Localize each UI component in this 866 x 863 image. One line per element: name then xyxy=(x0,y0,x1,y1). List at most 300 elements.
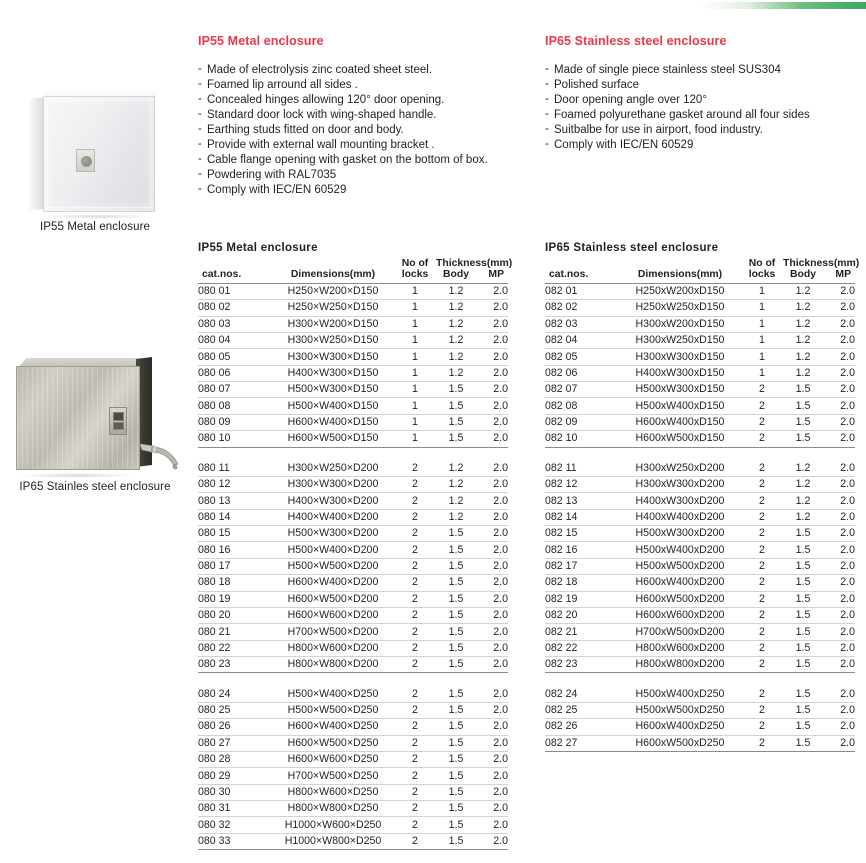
table-row xyxy=(198,476,508,492)
table-cell: H600×W600×D250 xyxy=(272,751,394,767)
table-cell: 2 xyxy=(741,657,783,673)
table-cell: 1 xyxy=(394,431,436,447)
table-cell: 2.0 xyxy=(476,283,508,299)
table-cell: 1.5 xyxy=(436,591,476,607)
table-cell: 2.0 xyxy=(476,784,508,800)
table-cell: 1.5 xyxy=(436,575,476,591)
table-cell: 1.5 xyxy=(783,414,823,430)
table-cell: 2 xyxy=(741,398,783,414)
table-block-spacer-cell xyxy=(545,447,855,461)
table-cell: 2 xyxy=(741,542,783,558)
description-block-ip65 xyxy=(545,34,865,154)
table-cell: 1.5 xyxy=(783,657,823,673)
table-row xyxy=(198,493,508,509)
table-cell: 080 01 xyxy=(198,283,272,299)
table-cell: 2.0 xyxy=(823,607,855,623)
enclosure-front-door xyxy=(43,96,155,212)
table-cell: 2 xyxy=(741,493,783,509)
table-cell: 1.5 xyxy=(436,542,476,558)
table-cell: H500×W400×D150 xyxy=(272,398,394,414)
table-row xyxy=(545,349,855,365)
table-cell: 2.0 xyxy=(476,640,508,656)
table-cell: 2 xyxy=(394,526,436,542)
table-cell: 080 25 xyxy=(198,702,272,718)
table-cell: 2.0 xyxy=(823,509,855,525)
table-row xyxy=(545,398,855,414)
table-row xyxy=(198,431,508,447)
table-cell: 082 24 xyxy=(545,686,619,702)
table-row xyxy=(545,283,855,299)
table-cell: 1.5 xyxy=(783,526,823,542)
table-cell: 2 xyxy=(394,624,436,640)
table-cell: H600xW400xD250 xyxy=(619,719,741,735)
table-cell: 2.0 xyxy=(823,349,855,365)
table-cell: H600xW500xD250 xyxy=(619,735,741,751)
table-cell: 2.0 xyxy=(476,526,508,542)
table-cell: H500xW500xD250 xyxy=(619,702,741,718)
spec-table-block-ip65 xyxy=(545,242,860,752)
table-cell: 2.0 xyxy=(823,542,855,558)
table-cell: 2.0 xyxy=(476,414,508,430)
header-thickness: Thickness(mm) xyxy=(783,258,860,269)
table-cell: 1.2 xyxy=(436,493,476,509)
table-cell: 1.5 xyxy=(436,607,476,623)
table-cell: 080 05 xyxy=(198,349,272,365)
table-row xyxy=(198,349,508,365)
table-cell: 080 22 xyxy=(198,640,272,656)
table-cell: H800×W800×D250 xyxy=(272,801,394,817)
table-block-spacer-cell xyxy=(198,673,508,687)
spec-table-block-ip55 xyxy=(198,242,513,850)
table-cell: 1.5 xyxy=(436,817,476,833)
table-cell: 2 xyxy=(741,509,783,525)
table-cell: 1.5 xyxy=(783,607,823,623)
table-cell: H300xW300xD150 xyxy=(619,349,741,365)
table-row xyxy=(198,702,508,718)
table-cell: 1.5 xyxy=(436,657,476,673)
spec-table-header xyxy=(545,258,860,283)
table-cell: 1.5 xyxy=(783,640,823,656)
product-image-column xyxy=(0,0,190,863)
table-cell: 082 18 xyxy=(545,575,619,591)
table-row xyxy=(198,542,508,558)
table-cell: H700xW500xD200 xyxy=(619,624,741,640)
header-no-of-locks-line1: No of xyxy=(748,258,776,269)
table-cell: 080 16 xyxy=(198,542,272,558)
ip55-metal-enclosure-image xyxy=(29,88,161,216)
table-row xyxy=(545,316,855,332)
table-cell: 1.5 xyxy=(783,575,823,591)
lock-keyhole-icon xyxy=(81,156,92,167)
table-block-spacer xyxy=(198,673,508,687)
table-cell: 1.2 xyxy=(436,332,476,348)
table-cell: 2.0 xyxy=(476,431,508,447)
table-cell: 1.2 xyxy=(436,300,476,316)
table-cell: 1.2 xyxy=(783,476,823,492)
bullet-item: - Suitbalbe for use in airport, food industry. xyxy=(545,124,865,138)
table-cell: 080 24 xyxy=(198,686,272,702)
table-cell: 082 23 xyxy=(545,657,619,673)
table-row xyxy=(545,607,855,623)
table-cell: 2.0 xyxy=(823,526,855,542)
header-no-of-locks-line1: No of xyxy=(401,258,429,269)
table-cell: 080 19 xyxy=(198,591,272,607)
table-cell: 082 01 xyxy=(545,283,619,299)
table-cell: 1.2 xyxy=(436,316,476,332)
table-cell: 1.5 xyxy=(436,414,476,430)
table-cell: H700×W500×D200 xyxy=(272,624,394,640)
table-cell: 082 21 xyxy=(545,624,619,640)
table-row xyxy=(545,476,855,492)
table-cell: 2.0 xyxy=(476,461,508,477)
table-cell: 080 04 xyxy=(198,332,272,348)
table-cell: 2 xyxy=(741,414,783,430)
table-row xyxy=(545,735,855,751)
header-spacer xyxy=(619,258,741,269)
table-row xyxy=(198,735,508,751)
table-cell: 2 xyxy=(741,431,783,447)
table-cell: H400xW300xD150 xyxy=(619,365,741,381)
table-cell: 2 xyxy=(741,575,783,591)
table-cell: 2.0 xyxy=(823,575,855,591)
header-spacer xyxy=(198,258,272,269)
table-row xyxy=(545,509,855,525)
table-cell: H300×W250×D150 xyxy=(272,332,394,348)
description-block-ip55 xyxy=(198,34,528,199)
table-cell: 080 20 xyxy=(198,607,272,623)
table-cell: 2.0 xyxy=(476,768,508,784)
bullet-item: - Concealed hinges allowing 120° door opening. xyxy=(198,94,528,108)
table-cell: 2.0 xyxy=(823,316,855,332)
table-cell: 1.5 xyxy=(783,398,823,414)
description-bullet-list-ip65 xyxy=(545,64,865,153)
table-cell: 2 xyxy=(741,686,783,702)
table-cell: H400xW300xD200 xyxy=(619,493,741,509)
bullet-item: - Made of electrolysis zinc coated sheet steel. xyxy=(198,64,528,78)
header-cat-nos: cat.nos. xyxy=(545,269,619,283)
table-cell: 2 xyxy=(394,686,436,702)
table-cell: 2.0 xyxy=(823,398,855,414)
table-cell: 2 xyxy=(394,657,436,673)
table-cell: 1.5 xyxy=(436,833,476,849)
table-cell: H300xW300xD200 xyxy=(619,476,741,492)
table-cell: 2.0 xyxy=(476,300,508,316)
table-cell: 080 15 xyxy=(198,526,272,542)
table-cell: 082 25 xyxy=(545,702,619,718)
table-cell: 1.2 xyxy=(436,509,476,525)
table-cell: 2.0 xyxy=(823,686,855,702)
header-row-top xyxy=(545,258,855,269)
table-cell: 080 21 xyxy=(198,624,272,640)
table-cell: 1.5 xyxy=(783,702,823,718)
table-block-spacer-cell xyxy=(198,447,508,461)
table-cell: 1.5 xyxy=(436,719,476,735)
table-cell: 2.0 xyxy=(823,493,855,509)
table-cell: H600×W600×D200 xyxy=(272,607,394,623)
table-row xyxy=(198,640,508,656)
table-cell: H300×W250×D200 xyxy=(272,461,394,477)
table-cell: 080 10 xyxy=(198,431,272,447)
table-cell: 1.5 xyxy=(436,784,476,800)
table-cell: 1 xyxy=(394,414,436,430)
table-cell: 2.0 xyxy=(823,558,855,574)
table-row xyxy=(545,414,855,430)
table-cell: 080 33 xyxy=(198,833,272,849)
table-cell: 2 xyxy=(394,751,436,767)
table-cell: H600xW600xD200 xyxy=(619,607,741,623)
table-cell: 2.0 xyxy=(823,365,855,381)
table-cell: H500xW300xD200 xyxy=(619,526,741,542)
table-cell: 2.0 xyxy=(823,431,855,447)
table-row xyxy=(198,382,508,398)
table-cell: 2.0 xyxy=(476,493,508,509)
table-cell: H500xW500xD200 xyxy=(619,558,741,574)
bullet-item: - Comply with IEC/EN 60529 xyxy=(198,184,528,198)
table-row xyxy=(545,591,855,607)
table-row xyxy=(545,719,855,735)
description-bullet-list-ip55 xyxy=(198,64,528,197)
header-body: Body xyxy=(436,269,476,283)
table-cell: 1.5 xyxy=(436,624,476,640)
header-thickness: Thickness(mm) xyxy=(436,258,513,269)
table-row xyxy=(198,300,508,316)
table-cell: 080 29 xyxy=(198,768,272,784)
table-row xyxy=(198,833,508,849)
table-cell: 1 xyxy=(741,316,783,332)
table-cell: 2 xyxy=(394,640,436,656)
table-row xyxy=(198,817,508,833)
table-cell: 080 23 xyxy=(198,657,272,673)
table-row xyxy=(545,686,855,702)
table-cell: 1.5 xyxy=(436,768,476,784)
table-cell: 082 13 xyxy=(545,493,619,509)
table-cell: 2.0 xyxy=(823,414,855,430)
header-mp: MP xyxy=(823,269,855,283)
table-cell: 2.0 xyxy=(476,607,508,623)
table-cell: H400xW400xD200 xyxy=(619,509,741,525)
table-cell: 082 02 xyxy=(545,300,619,316)
table-cell: H800×W800×D200 xyxy=(272,657,394,673)
table-row xyxy=(198,719,508,735)
table-cell: 1.2 xyxy=(783,283,823,299)
table-cell: H400×W400×D200 xyxy=(272,509,394,525)
table-cell: H500×W500×D200 xyxy=(272,558,394,574)
table-row xyxy=(545,332,855,348)
table-cell: 080 14 xyxy=(198,509,272,525)
table-row xyxy=(545,300,855,316)
table-cell: 082 04 xyxy=(545,332,619,348)
table-cell: 2.0 xyxy=(823,476,855,492)
table-row xyxy=(198,316,508,332)
table-cell: 2 xyxy=(741,591,783,607)
table-cell: 080 11 xyxy=(198,461,272,477)
table-cell: 1.5 xyxy=(436,640,476,656)
table-cell: 2 xyxy=(741,719,783,735)
table-cell: H500×W400×D250 xyxy=(272,686,394,702)
drop-shadow xyxy=(18,473,138,478)
table-cell: 2.0 xyxy=(823,640,855,656)
bullet-item: - Door opening angle over 120° xyxy=(545,94,865,108)
table-cell: 1 xyxy=(394,316,436,332)
table-cell: 2 xyxy=(394,476,436,492)
table-row xyxy=(545,657,855,673)
table-cell: H800×W600×D200 xyxy=(272,640,394,656)
table-cell: 2.0 xyxy=(823,735,855,751)
table-cell: 1 xyxy=(394,283,436,299)
table-cell: 1.2 xyxy=(783,300,823,316)
bullet-item: - Polished surface xyxy=(545,79,865,93)
table-cell: 2 xyxy=(394,702,436,718)
table-cell: 2 xyxy=(394,817,436,833)
table-cell: 2 xyxy=(394,575,436,591)
door-lock-plate xyxy=(109,407,127,435)
table-cell: H600xW400xD150 xyxy=(619,414,741,430)
table-row xyxy=(198,768,508,784)
spec-table-ip65 xyxy=(545,258,860,752)
description-title-ip55: IP55 Metal enclosure xyxy=(198,34,324,48)
table-cell: 2.0 xyxy=(476,624,508,640)
table-cell: 2 xyxy=(394,801,436,817)
table-cell: 1.5 xyxy=(783,542,823,558)
table-cell: 1.2 xyxy=(783,349,823,365)
table-row xyxy=(545,461,855,477)
table-cell: 1.5 xyxy=(436,431,476,447)
table-cell: 2.0 xyxy=(476,575,508,591)
header-cat-nos: cat.nos. xyxy=(198,269,272,283)
table-cell: 1.5 xyxy=(783,719,823,735)
table-cell: 2 xyxy=(394,591,436,607)
table-cell: 082 07 xyxy=(545,382,619,398)
table-cell: 1 xyxy=(394,382,436,398)
table-cell: H600xW400xD200 xyxy=(619,575,741,591)
table-cell: H400×W300×D200 xyxy=(272,493,394,509)
table-cell: H500xW400xD250 xyxy=(619,686,741,702)
table-cell: 2 xyxy=(394,493,436,509)
table-cell: H700×W500×D250 xyxy=(272,768,394,784)
table-row xyxy=(198,801,508,817)
table-cell: 1.5 xyxy=(783,382,823,398)
table-cell: 2.0 xyxy=(476,398,508,414)
table-cell: 082 16 xyxy=(545,542,619,558)
table-cell: 080 08 xyxy=(198,398,272,414)
table-cell: H600×W500×D250 xyxy=(272,735,394,751)
table-cell: 080 27 xyxy=(198,735,272,751)
table-cell: H500×W400×D200 xyxy=(272,542,394,558)
table-row xyxy=(545,624,855,640)
bullet-item: - Provide with external wall mounting bracket . xyxy=(198,139,528,153)
table-cell: 080 09 xyxy=(198,414,272,430)
table-cell: 2 xyxy=(741,735,783,751)
top-green-accent-strip xyxy=(700,2,866,9)
table-cell: 1.5 xyxy=(436,526,476,542)
header-body: Body xyxy=(783,269,823,283)
table-cell: 1.5 xyxy=(436,382,476,398)
table-cell: 1.2 xyxy=(783,493,823,509)
table-cell: H1000×W600×D250 xyxy=(272,817,394,833)
table-cell: 080 31 xyxy=(198,801,272,817)
table-cell: 2.0 xyxy=(823,624,855,640)
table-cell: 080 06 xyxy=(198,365,272,381)
header-no-of-locks-line2: locks xyxy=(394,269,436,283)
header-no-of-locks-line2: locks xyxy=(741,269,783,283)
table-row xyxy=(198,461,508,477)
table-cell: 2.0 xyxy=(823,657,855,673)
table-cell: 2.0 xyxy=(476,509,508,525)
table-cell: 082 03 xyxy=(545,316,619,332)
table-cell: H250xW200xD150 xyxy=(619,283,741,299)
product-caption-ip55: IP55 Metal enclosure xyxy=(39,221,151,233)
header-spacer xyxy=(272,258,394,269)
lock-slot-icon xyxy=(113,422,124,430)
table-cell: 1.5 xyxy=(783,735,823,751)
spec-table-header xyxy=(198,258,513,283)
table-row xyxy=(198,414,508,430)
table-cell: 1.2 xyxy=(783,332,823,348)
table-row xyxy=(198,509,508,525)
table-block-spacer xyxy=(198,447,508,461)
table-cell: 082 22 xyxy=(545,640,619,656)
table-cell: H500×W500×D250 xyxy=(272,702,394,718)
table-cell: 080 32 xyxy=(198,817,272,833)
table-cell: H250×W250×D150 xyxy=(272,300,394,316)
table-row xyxy=(198,591,508,607)
header-spacer xyxy=(545,258,619,269)
table-cell: 2.0 xyxy=(476,349,508,365)
enclosure-front-door xyxy=(16,366,140,470)
table-row xyxy=(198,558,508,574)
bullet-item: - Foamed lip arround all sides . xyxy=(198,79,528,93)
table-cell: H300xW250xD150 xyxy=(619,332,741,348)
table-cell: 082 09 xyxy=(545,414,619,430)
table-cell: 2 xyxy=(741,476,783,492)
table-cell: H600×W400×D200 xyxy=(272,575,394,591)
lock-keyhole-icon xyxy=(113,412,124,421)
wing-shaped-handle-icon xyxy=(138,440,182,470)
table-row xyxy=(545,382,855,398)
table-cell: 080 07 xyxy=(198,382,272,398)
table-cell: 2.0 xyxy=(476,817,508,833)
table-row xyxy=(198,624,508,640)
table-cell: H600×W500×D200 xyxy=(272,591,394,607)
table-cell: 2.0 xyxy=(476,382,508,398)
table-cell: 2 xyxy=(741,461,783,477)
product-figure-ip65 xyxy=(0,358,190,493)
table-cell: 2.0 xyxy=(476,686,508,702)
table-row xyxy=(198,526,508,542)
table-cell: H500×W300×D150 xyxy=(272,382,394,398)
table-cell: H300×W200×D150 xyxy=(272,316,394,332)
table-cell: H600xW500xD200 xyxy=(619,591,741,607)
table-row xyxy=(198,283,508,299)
table-cell: 082 26 xyxy=(545,719,619,735)
table-cell: 1.5 xyxy=(783,624,823,640)
table-cell: H1000×W800×D250 xyxy=(272,833,394,849)
table-cell: 1 xyxy=(741,283,783,299)
table-cell: 2.0 xyxy=(823,461,855,477)
table-cell: H300×W300×D200 xyxy=(272,476,394,492)
table-cell: 2 xyxy=(741,558,783,574)
table-cell: 1 xyxy=(394,349,436,365)
spec-table-body-ip55 xyxy=(198,283,508,849)
bullet-item: - Foamed polyurethane gasket around all four sides xyxy=(545,109,865,123)
table-cell: 1.2 xyxy=(436,461,476,477)
table-cell: 2 xyxy=(394,461,436,477)
table-cell: 1 xyxy=(741,332,783,348)
table-cell: 2 xyxy=(394,768,436,784)
table-cell: 2.0 xyxy=(823,702,855,718)
table-cell: H500×W300×D200 xyxy=(272,526,394,542)
table-cell: 080 12 xyxy=(198,476,272,492)
